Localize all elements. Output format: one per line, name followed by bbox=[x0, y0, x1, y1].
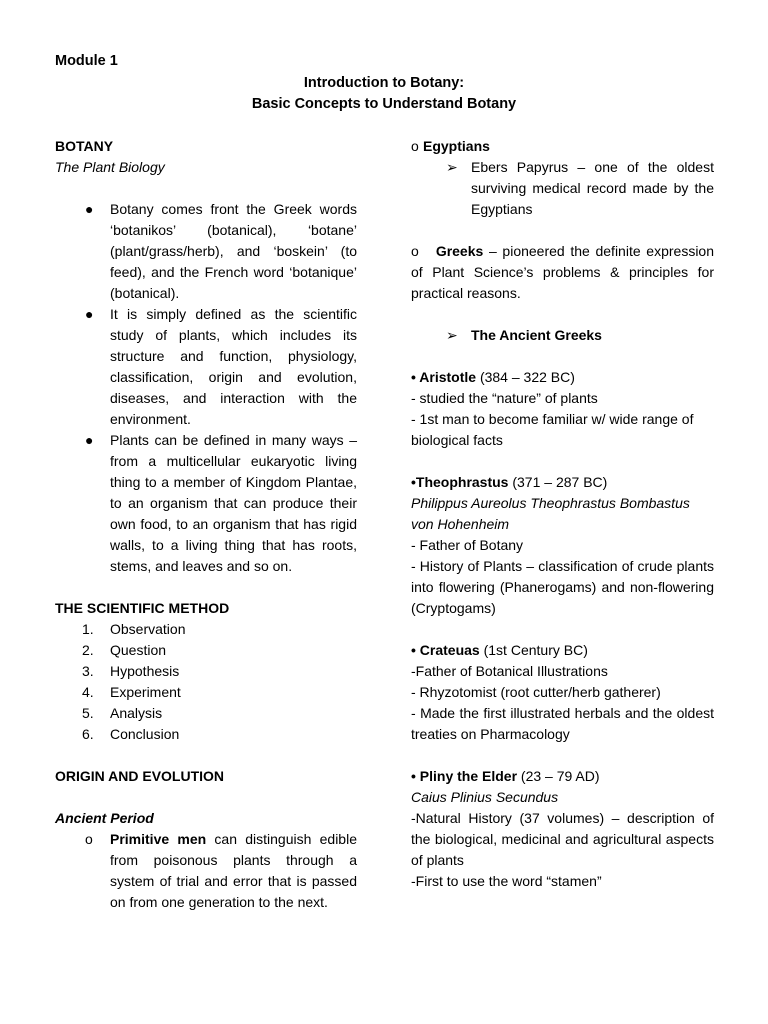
botany-bullet-list bbox=[55, 199, 357, 577]
left-column bbox=[55, 136, 357, 913]
right-column bbox=[411, 136, 714, 892]
botany-heading: BOTANY bbox=[55, 138, 114, 154]
arrow-bullet-icon: ➢ bbox=[446, 327, 458, 343]
list-item: 3. Hypothesis bbox=[82, 663, 180, 679]
title-line-2: Basic Concepts to Understand Botany bbox=[251, 96, 517, 112]
crateuas-line: - Rhyzotomist (root cutter/herb gatherer) bbox=[411, 684, 661, 700]
ancient-greeks-heading: ➢ The Ancient Greeks bbox=[411, 325, 714, 346]
pliny-line: -Natural History (37 volumes) – description of the biological, medicinal and agricultural aspects of plants bbox=[411, 810, 714, 868]
title-line-1: Introduction to Botany: bbox=[303, 75, 465, 91]
origin-heading: ORIGIN AND EVOLUTION bbox=[55, 768, 225, 784]
bullet-icon: ● bbox=[85, 306, 94, 322]
bullet-icon: ● bbox=[85, 432, 94, 448]
aristotle-heading: • Aristotle (384 – 322 BC) bbox=[411, 369, 575, 385]
theophrastus-fullname: Philippus Aureolus Theophrastus Bombastus von Hohenheim bbox=[411, 495, 690, 532]
list-item: 5. Analysis bbox=[82, 705, 163, 721]
crateuas-line: - Made the first illustrated herbals and the oldest treaties on Pharmacology bbox=[411, 705, 714, 742]
list-item: ● Plants can be defined in many ways – from a multicellular eukaryotic living thing to a member of Kingdom Plantae, to an organism that can produce their own food, to an organism that has rigid walls, to a living thing that has roots, stems, and leaves and so on. bbox=[85, 432, 357, 574]
crateuas-line: -Father of Botanical Illustrations bbox=[411, 663, 608, 679]
pliny-heading: • Pliny the Elder (23 – 79 AD) bbox=[411, 768, 600, 784]
circle-bullet-icon: o bbox=[85, 831, 93, 847]
list-item: 2. Question bbox=[82, 642, 167, 658]
ancient-period-heading: Ancient Period bbox=[55, 810, 154, 826]
aristotle-line: - studied the “nature” of plants bbox=[411, 390, 598, 406]
ebers-papyrus-item: ➢ Ebers Papyrus – one of the oldest surviving medical record made by the Egyptians bbox=[446, 159, 714, 217]
greeks-paragraph: o Greeks – pioneered the definite expression of Plant Science’s problems & principles for practical reasons. bbox=[411, 243, 715, 301]
list-item: ● It is simply defined as the scientific study of plants, which includes its structure and function, physiology, classification, origin and evolution, diseases, and interaction with the environment. bbox=[85, 306, 357, 427]
botany-subtitle: The Plant Biology bbox=[55, 159, 165, 175]
list-item: 1. Observation bbox=[82, 621, 186, 637]
list-item: ● Botany comes front the Greek words ‘botanikos’ (botanical), ‘botane’ (plant/grass/herb), and ‘boskein’ (to feed), and the French word ‘botanique’ (botanical). bbox=[85, 201, 357, 301]
theophrastus-line: - Father of Botany bbox=[411, 537, 524, 553]
egyptians-heading: o Egyptians bbox=[411, 138, 490, 154]
list-item: 4. Experiment bbox=[82, 684, 181, 700]
list-item: 6. Conclusion bbox=[82, 726, 180, 742]
module-label: Module 1 bbox=[55, 53, 118, 69]
pliny-line: -First to use the word “stamen” bbox=[411, 873, 602, 889]
aristotle-line: - 1st man to become familiar w/ wide range of biological facts bbox=[411, 411, 694, 448]
bullet-icon: ● bbox=[85, 201, 94, 217]
method-steps-list bbox=[55, 619, 357, 745]
method-heading: THE SCIENTIFIC METHOD bbox=[55, 600, 230, 616]
primitive-men-item: o Primitive men can distinguish edible from poisonous plants through a system of trial and error that is passed on from one generation to the next. bbox=[85, 831, 357, 910]
theophrastus-line: - History of Plants – classification of crude plants into flowering (Phanerogams) and non-flowering (Cryptogams) bbox=[411, 558, 714, 616]
arrow-bullet-icon: ➢ bbox=[446, 159, 458, 175]
pliny-fullname: Caius Plinius Secundus bbox=[411, 789, 559, 805]
crateuas-heading: • Crateuas (1st Century BC) bbox=[411, 642, 588, 658]
theophrastus-heading: •Theophrastus (371 – 287 BC) bbox=[411, 474, 608, 490]
